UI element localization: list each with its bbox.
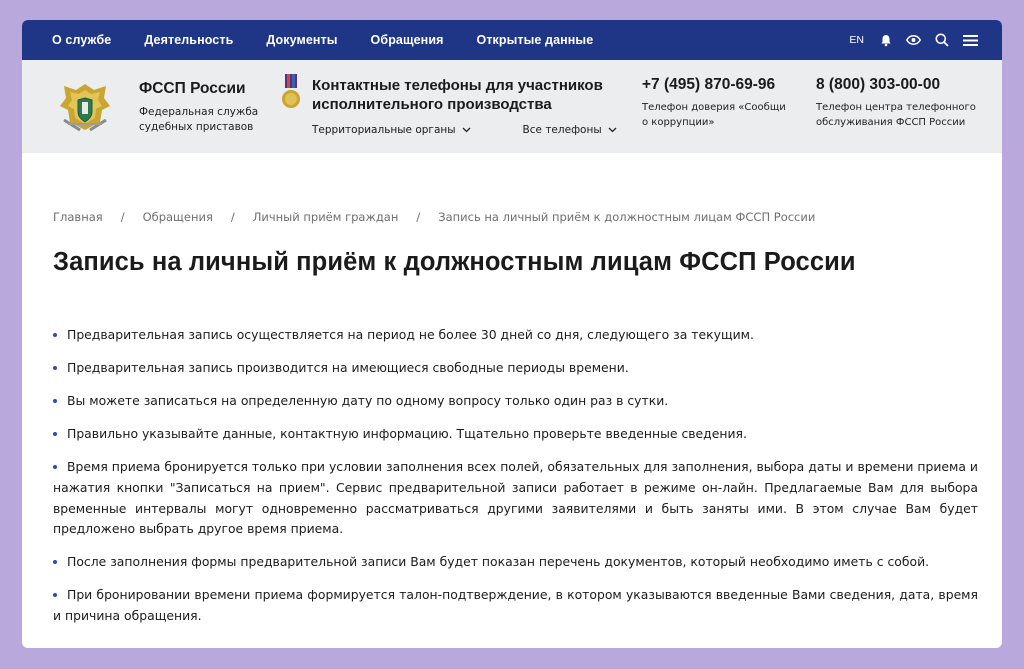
nav-item-appeals[interactable]: Обращения <box>370 33 444 47</box>
brand[interactable] <box>139 80 269 135</box>
list-item: Предварительная запись осуществляется на период не более 30 дней со дня, следующего за текущим. <box>53 325 978 346</box>
brand-subtitle: Федеральная служба судебных приставов <box>139 106 259 133</box>
dropdown-label: Все телефоны <box>522 124 602 136</box>
brand-name: ФССП России <box>139 80 246 97</box>
breadcrumb-appeals[interactable]: Обращения <box>142 210 213 224</box>
list-item: Время приема бронируется только при условии заполнения всех полей, обязательных для заполнения, выбора даты и времени приема и нажатия кнопки "Записаться на прием". Сервис предварительной записи работает в режиме он-лайн. Предлагаемые Вам для выбора временные интервалы могут одновременно рассматриваться другими заявителями и быть заняты ими. В этом случае Вам будет предложено выбрать другое время приема. <box>53 459 978 537</box>
main-menu <box>52 33 626 47</box>
breadcrumb-home[interactable]: Главная <box>53 210 103 224</box>
site-header <box>22 60 1002 153</box>
search-icon[interactable] <box>935 33 949 47</box>
list-item: При бронировании времени приема формируется талон-подтверждение, в котором указываются введенные Вами сведения, дата, время и причина обращения. <box>53 587 978 623</box>
list-item: После заполнения формы предварительной записи Вам будет показан перечень документов, который необходимо иметь с собой. <box>53 552 978 573</box>
eye-icon[interactable] <box>906 35 921 45</box>
phone-number[interactable]: 8 (800) 303-00-00 <box>816 76 941 93</box>
medal-icon <box>281 74 301 114</box>
dropdown-all-phones[interactable] <box>523 124 617 136</box>
bullet-icon <box>53 560 57 564</box>
nav-item-activity[interactable]: Деятельность <box>144 33 234 47</box>
list-item: Правильно указывайте данные, контактную информацию. Тщательно проверьте введенные сведения. <box>53 424 978 445</box>
dropdown-territorial-bodies[interactable] <box>312 124 471 136</box>
list-item: Вы можете записаться на определенную дату по одному вопросу только один раз в сутки. <box>53 391 978 412</box>
chevron-down-icon <box>608 127 617 133</box>
nav-item-documents[interactable]: Документы <box>266 33 338 47</box>
bullet-icon <box>53 593 57 597</box>
emblem-logo-icon[interactable] <box>58 80 112 136</box>
bell-icon[interactable] <box>880 34 892 47</box>
contacts-block <box>312 76 632 136</box>
main-content <box>22 210 1002 627</box>
top-navigation <box>22 20 1002 60</box>
bullet-icon <box>53 333 57 337</box>
chevron-down-icon <box>462 127 471 133</box>
phone-call-center <box>816 76 986 130</box>
breadcrumb <box>53 210 978 224</box>
menu-icon[interactable] <box>963 34 978 47</box>
phone-description: Телефон центра телефонного обслуживания ФССП России <box>816 102 976 128</box>
phone-number[interactable]: +7 (495) 870-69-96 <box>642 76 776 93</box>
bullet-icon <box>53 366 57 370</box>
breadcrumb-separator: / <box>230 210 235 224</box>
contacts-title[interactable]: Контактные телефоны для участников исполнительного производства <box>312 77 603 113</box>
breadcrumb-personal-reception[interactable]: Личный приём граждан <box>252 210 399 224</box>
bullet-icon <box>53 432 57 436</box>
rules-list <box>53 325 978 627</box>
breadcrumb-separator: / <box>416 210 421 224</box>
bullet-icon <box>53 399 57 403</box>
nav-tools <box>849 33 1002 47</box>
browser-frame <box>22 20 1002 648</box>
list-item: Предварительная запись производится на имеющиеся свободные периоды времени. <box>53 358 978 379</box>
phone-trust-line <box>642 76 792 130</box>
dropdown-label: Территориальные органы <box>312 124 456 136</box>
bullet-icon <box>53 465 57 469</box>
language-switch[interactable]: EN <box>849 34 864 46</box>
phone-description: Телефон доверия «Сообщи о коррупции» <box>642 102 786 128</box>
page-title: Запись на личный приём к должностным лицам ФССП России <box>53 248 856 276</box>
nav-item-about[interactable]: О службе <box>52 33 112 47</box>
breadcrumb-separator: / <box>120 210 125 224</box>
breadcrumb-current: Запись на личный приём к должностным лицам ФССП России <box>438 210 816 224</box>
nav-item-open-data[interactable]: Открытые данные <box>476 33 594 47</box>
